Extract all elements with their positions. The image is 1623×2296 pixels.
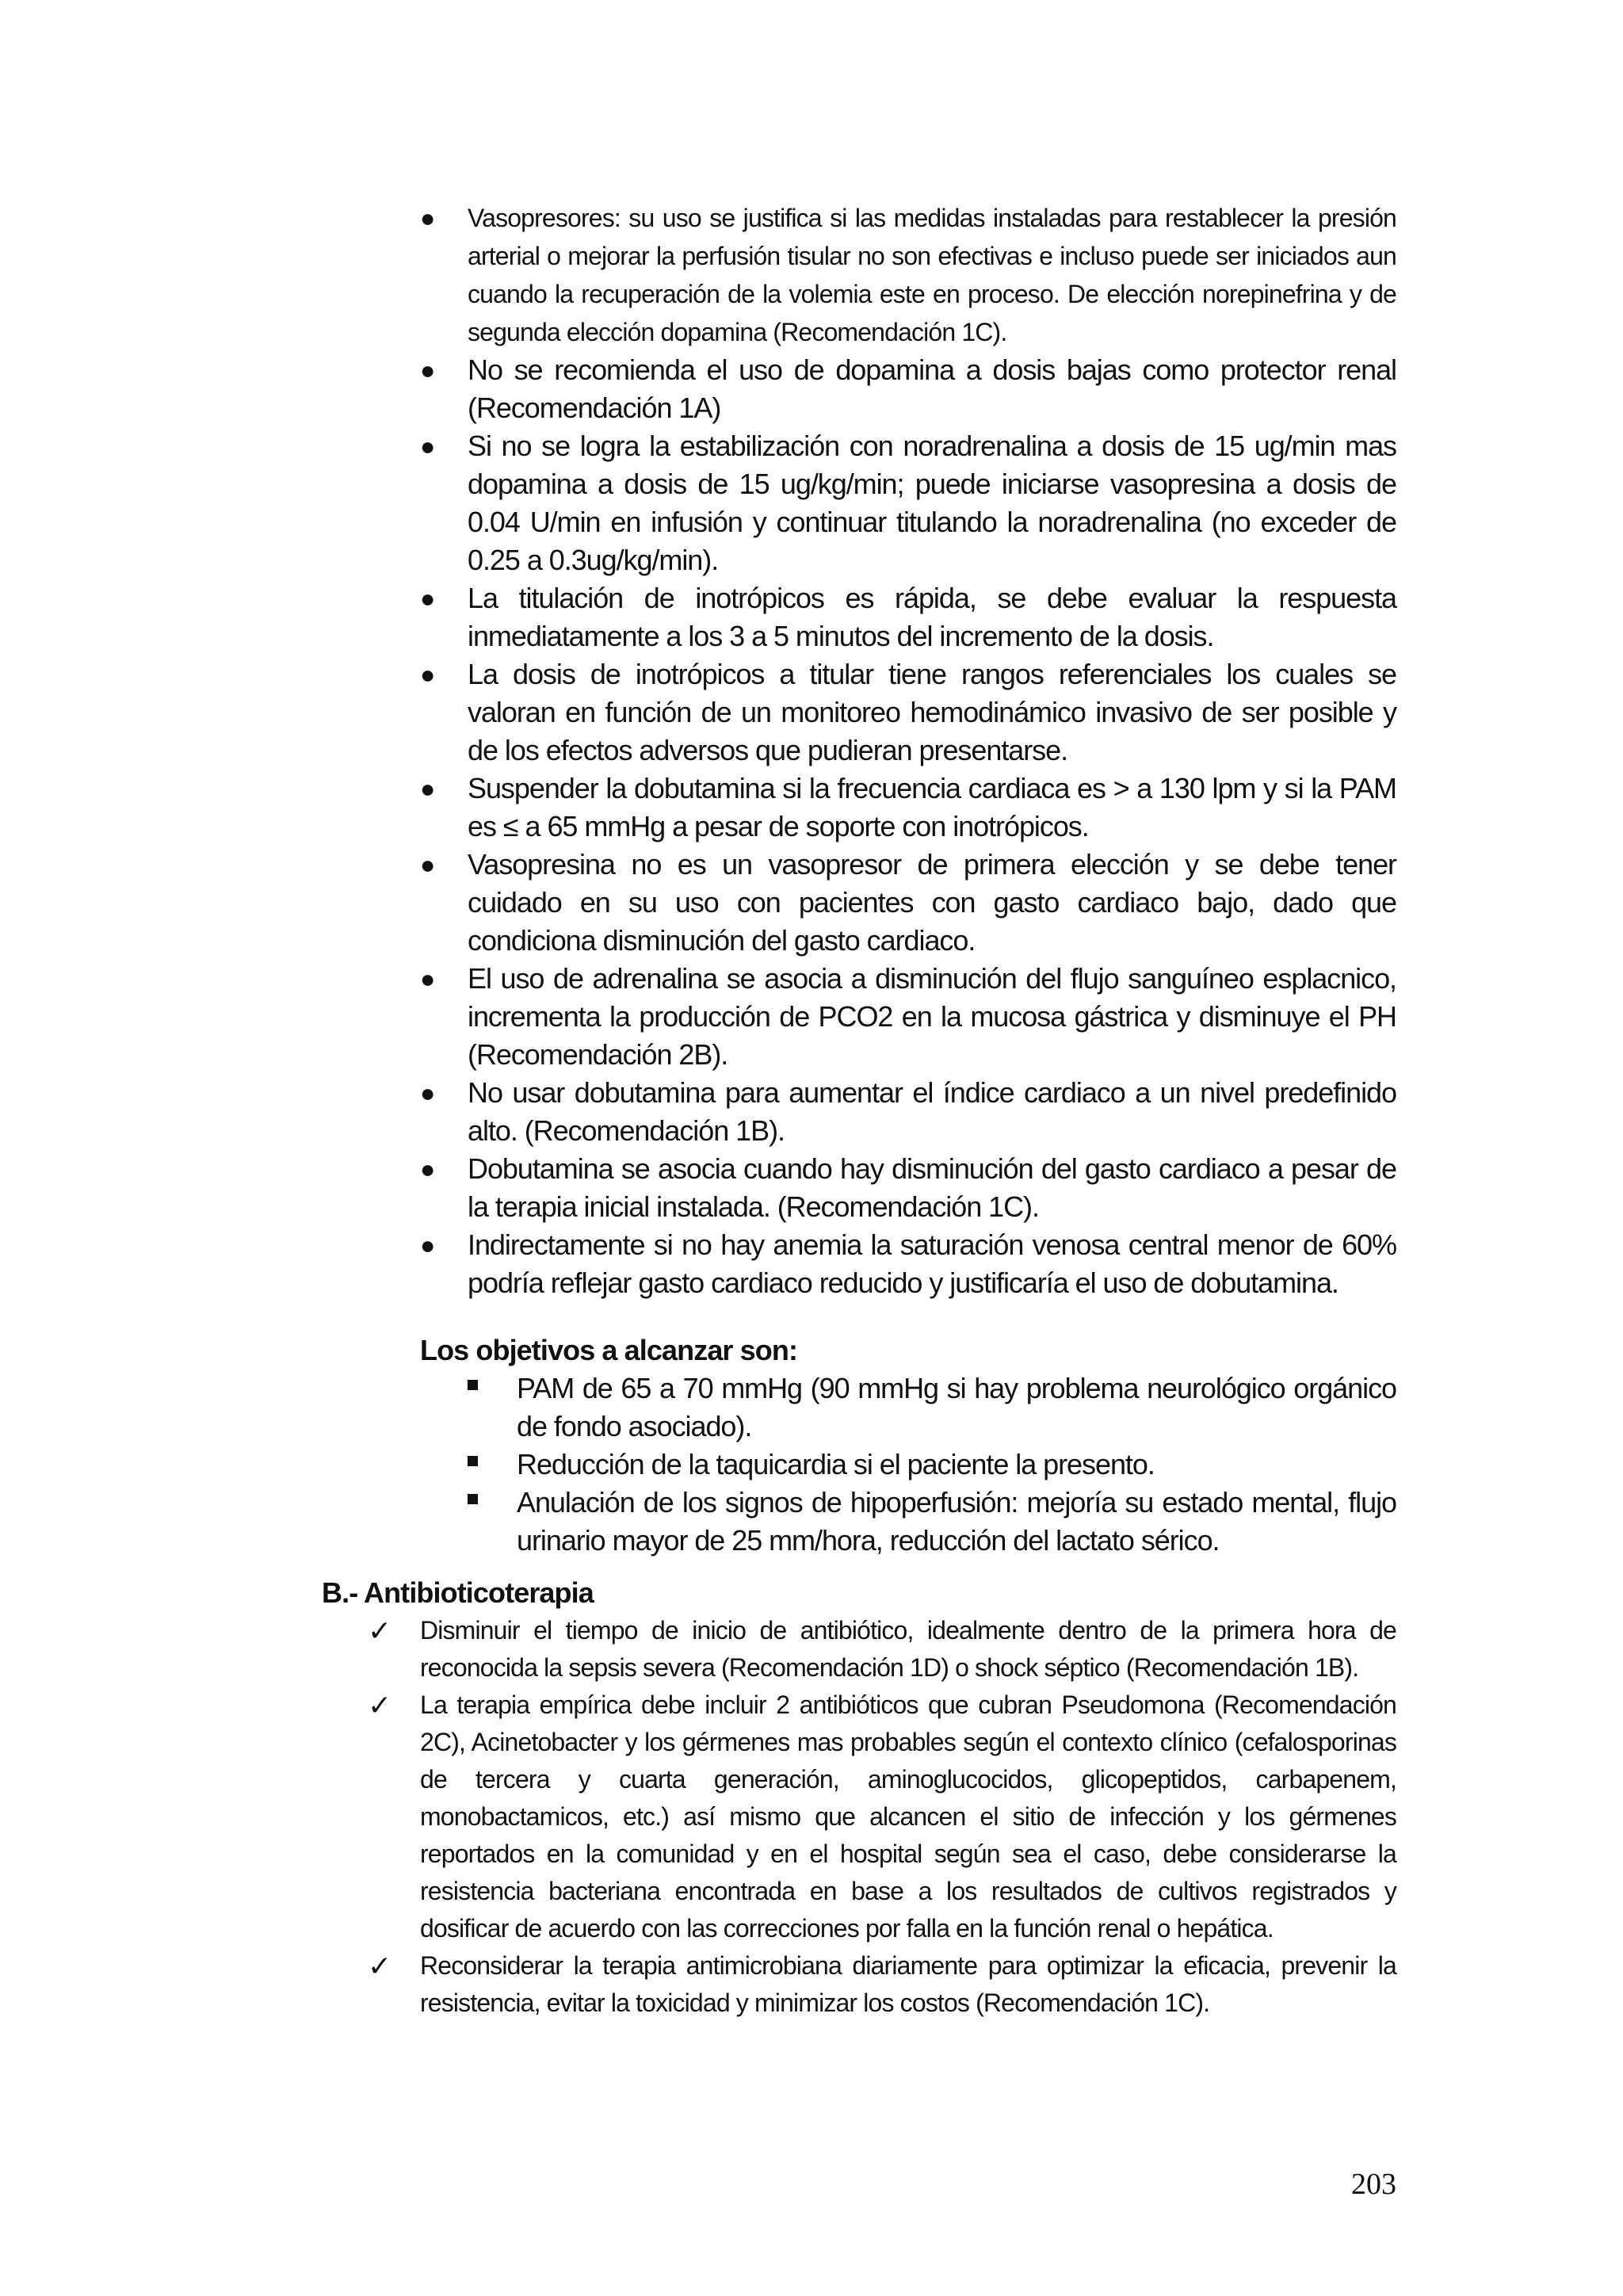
bullet-icon: ● xyxy=(420,850,435,879)
vasopressor-bullet-list xyxy=(420,199,1396,1302)
bullet-icon: ● xyxy=(420,1155,435,1183)
checkmark-icon: ✓ xyxy=(368,1689,391,1721)
list-item-text: Vasopresores: su uso se justifica si las medidas instaladas para restablecer la presión arterial o mejorar la perfusión tisular no son efectivas e incluso puede ser iniciados aun cuando la recuperación de la volemia este en proceso. De elección norepinefrina y de segunda elección dopamina (Recomendación 1C). xyxy=(468,204,1396,346)
list-item-text: Reducción de la taquicardia si el paciente la presento. xyxy=(517,1448,1155,1480)
bullet-icon: ● xyxy=(420,774,435,803)
bullet-icon: ● xyxy=(420,356,435,384)
bullet-icon: ● xyxy=(420,432,435,460)
list-item-text: No se recomienda el uso de dopamina a dosis bajas como protector renal (Recomendación 1A) xyxy=(468,353,1396,424)
list-item xyxy=(365,1687,1396,1947)
bullet-icon: ● xyxy=(420,1231,435,1259)
list-item xyxy=(420,427,1396,579)
list-item xyxy=(420,770,1396,846)
square-bullet-icon xyxy=(468,1494,478,1504)
list-item xyxy=(420,655,1396,770)
bullet-icon: ● xyxy=(420,584,435,613)
list-item-text: Si no se logra la estabilización con noradrenalina a dosis de 15 ug/min mas dopamina a dosis de 15 ug/kg/min; puede iniciarse vasopresina a dosis de 0.04 U/min en infusión y continuar titulando la noradrenalina (no exceder de 0.25 a 0.3ug/kg/min). xyxy=(468,430,1396,576)
bullet-icon: ● xyxy=(420,204,435,232)
list-item-text: No usar dobutamina para aumentar el índice cardiaco a un nivel predefinido alto. (Recomendación 1B). xyxy=(468,1076,1396,1147)
list-item-text: Disminuir el tiempo de inicio de antibiótico, idealmente dentro de la primera hora de reconocida la sepsis severa (Recomendación 1D) o shock séptico (Recomendación 1B). xyxy=(420,1616,1396,1682)
list-item-text: El uso de adrenalina se asocia a disminución del flujo sanguíneo esplacnico, incrementa la producción de PCO2 en la mucosa gástrica y disminuye el PH (Recomendación 2B). xyxy=(468,962,1396,1071)
list-item-text: Suspender la dobutamina si la frecuencia cardiaca es > a 130 lpm y si la PAM es ≤ a 65 mmHg a pesar de soporte con inotrópicos. xyxy=(468,772,1396,842)
bullet-icon: ● xyxy=(420,660,435,689)
checkmark-icon: ✓ xyxy=(368,1950,391,1982)
antibiotic-checklist xyxy=(365,1612,1396,2022)
list-item xyxy=(420,1226,1396,1302)
bullet-icon: ● xyxy=(420,1079,435,1107)
list-item-text: Reconsiderar la terapia antimicrobiana diariamente para optimizar la eficacia, prevenir la resistencia, evitar la toxicidad y minimizar los costos (Recomendación 1C). xyxy=(420,1951,1396,2017)
checkmark-icon: ✓ xyxy=(368,1614,391,1647)
section-title: B.- Antibioticoterapia xyxy=(322,1576,594,1609)
list-item-text: Indirectamente si no hay anemia la saturación venosa central menor de 60% podría reflejar gasto cardiaco reducido y justificaría el uso de dobutamina. xyxy=(468,1228,1396,1299)
list-item-text: Vasopresina no es un vasopresor de primera elección y se debe tener cuidado en su uso con pacientes con gasto cardiaco bajo, dado que condiciona disminución del gasto cardiaco. xyxy=(468,848,1396,957)
page-number: 203 xyxy=(1351,2168,1396,2201)
objectives-list xyxy=(468,1370,1396,1560)
square-bullet-icon xyxy=(468,1380,478,1390)
square-bullet-icon xyxy=(468,1456,478,1466)
list-item xyxy=(365,1612,1396,1687)
bullet-icon: ● xyxy=(420,965,435,993)
list-item-text: Anulación de los signos de hipoperfusión: mejoría su estado mental, flujo urinario mayor de 25 mm/hora, reducción del lactato sérico. xyxy=(517,1486,1396,1557)
list-item-text: Dobutamina se asocia cuando hay disminución del gasto cardiaco a pesar de la terapia inicial instalada. (Recomendación 1C). xyxy=(468,1152,1396,1223)
list-item xyxy=(468,1484,1396,1560)
list-item-text: La dosis de inotrópicos a titular tiene rangos referenciales los cuales se valoran en función de un monitoreo hemodinámico invasivo de ser posible y de los efectos adversos que pudieran presentarse. xyxy=(468,658,1396,766)
list-item xyxy=(468,1370,1396,1446)
list-item xyxy=(420,351,1396,427)
list-item xyxy=(365,1947,1396,2022)
list-item xyxy=(420,579,1396,655)
list-item xyxy=(420,199,1396,351)
list-item-text: PAM de 65 a 70 mmHg (90 mmHg si hay problema neurológico orgánico de fondo asociado). xyxy=(517,1372,1396,1442)
list-item xyxy=(420,1150,1396,1226)
list-item-text: La terapia empírica debe incluir 2 antibióticos que cubran Pseudomona (Recomendación 2C), Acinetobacter y los gérmenes mas probables según el contexto clínico (cefalosporinas de tercera y cuarta generación, aminoglucocidos, glicopeptidos, carbapenem, monobactamicos, etc.) así mismo que alcancen el sitio de infección y los gérmenes reportados en la comunidad y en el hospital según sea el caso, debe considerarse la resistencia bacteriana encontrada en base a los resultados de cultivos registrados y dosificar de acuerdo con las correcciones por falla en la función renal o hepática. xyxy=(420,1690,1396,1943)
list-item xyxy=(420,846,1396,960)
list-item xyxy=(468,1446,1396,1484)
list-item xyxy=(420,1074,1396,1150)
list-item xyxy=(420,960,1396,1074)
list-item-text: La titulación de inotrópicos es rápida, se debe evaluar la respuesta inmediatamente a los 3 a 5 minutos del incremento de la dosis. xyxy=(468,582,1396,652)
objectives-heading: Los objetivos a alcanzar son: xyxy=(420,1334,798,1366)
